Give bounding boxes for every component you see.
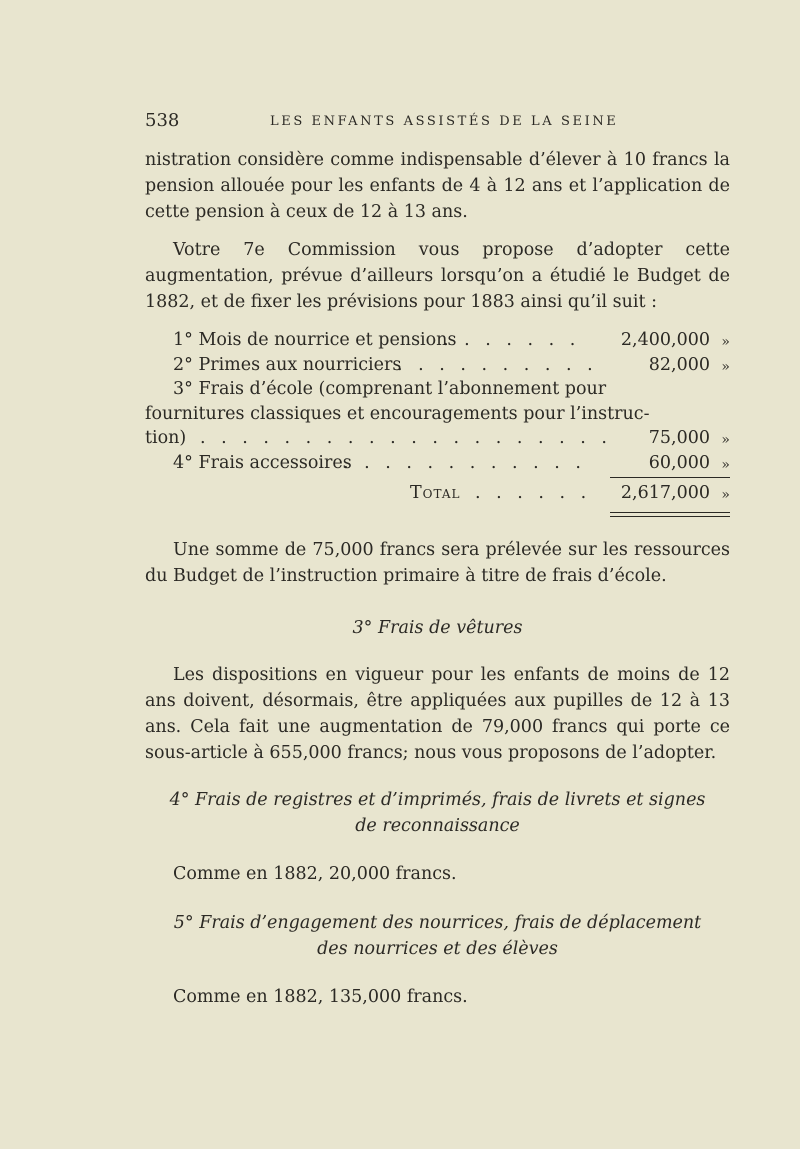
budget-row-multiline xyxy=(145,377,730,402)
total-rule xyxy=(610,512,730,513)
page-header xyxy=(145,110,730,134)
budget-amount: 2,400,000 xyxy=(620,330,710,350)
section-heading-line: 4° Frais de registres et d’imprimés, frais de livrets et signes xyxy=(169,790,706,810)
ditto-mark: » xyxy=(721,487,730,503)
budget-amount: 75,000 xyxy=(648,428,710,448)
budget-label: 3° Frais d’école (comprenant l’abonnement pour xyxy=(173,379,607,399)
total-amount: 2,617,000 xyxy=(620,483,710,503)
budget-label: 4° Frais accessoires xyxy=(173,452,352,473)
budget-label: 1° Mois de nourrice et pensions xyxy=(173,330,457,350)
page-number: 538 xyxy=(145,110,180,131)
paragraph-school-fees: Une somme de 75,000 francs sera prélevée sur les ressources du Budget de l’instruction primaire à titre de frais d’école. xyxy=(145,540,730,586)
leader-dots: . . . . . . . . . . . . . . . . . . . . xyxy=(200,428,612,448)
paragraph-continuation: nistration considère comme indispensable d’élever à 10 francs la pension allouée pour les enfants de 4 à 12 ans et l’application de cette pension à ceux de 12 à 13 ans. xyxy=(145,150,730,222)
section-heading-line: de reconnaissance xyxy=(355,816,520,836)
budget-table xyxy=(145,328,730,506)
section-heading-line: 5° Frais d’engagement des nourrices, frais de déplacement xyxy=(173,913,702,933)
section-heading-registres xyxy=(145,787,730,839)
paragraph-engagement: Comme en 1882, 135,000 francs. xyxy=(173,987,468,1007)
budget-total-row xyxy=(145,481,730,506)
paragraph-vetures: Les dispositions en vigueur pour les enfants de moins de 12 ans doivent, désormais, être appliquées aux pupilles de 12 à 13 ans. Cela fait une augmentation de 79,000 francs qui porte ce sous-article à 655,000 francs; nous vous proposons de l’adopter. xyxy=(145,665,730,763)
total-rule xyxy=(610,516,730,517)
budget-amount: 60,000 xyxy=(648,452,710,473)
ditto-mark: » xyxy=(721,334,730,350)
section-heading-vetures: 3° Frais de vêtures xyxy=(352,618,523,638)
sum-rule xyxy=(610,477,730,478)
leader-dots: . . . . . . . . . . xyxy=(397,354,598,375)
paragraph-commission: Votre 7e Commission vous propose d’adopter cette augmentation, prévue d’ailleurs lorsqu’on a étudié le Budget de 1882, et de fixer les prévisions pour 1883 ainsi qu’il suit : xyxy=(145,240,730,312)
budget-row xyxy=(145,451,730,476)
section-heading-line: des nourrices et des élèves xyxy=(317,939,558,959)
budget-label: 2° Primes aux nourriciers xyxy=(173,354,402,375)
leader-dots: . . . . . . xyxy=(475,483,592,503)
budget-row xyxy=(145,353,730,378)
ditto-mark: » xyxy=(721,432,730,448)
budget-row xyxy=(145,426,730,451)
paragraph-registres: Comme en 1882, 20,000 francs. xyxy=(173,864,457,884)
budget-row-continuation xyxy=(145,402,730,427)
leader-dots: . . . . . . . xyxy=(443,330,581,350)
budget-row xyxy=(145,328,730,353)
ditto-mark: » xyxy=(721,358,730,375)
running-title: LES ENFANTS ASSISTÉS DE LA SEINE xyxy=(270,114,619,129)
budget-label: tion) xyxy=(145,428,187,448)
section-heading-engagement xyxy=(145,910,730,962)
budget-label: fournitures classiques et encouragements pour l’instruc- xyxy=(145,403,650,424)
ditto-mark: » xyxy=(721,456,730,473)
leader-dots: . . . . . . . . . . . . xyxy=(343,452,586,473)
budget-amount: 82,000 xyxy=(648,354,710,375)
total-label: Total xyxy=(410,483,461,503)
